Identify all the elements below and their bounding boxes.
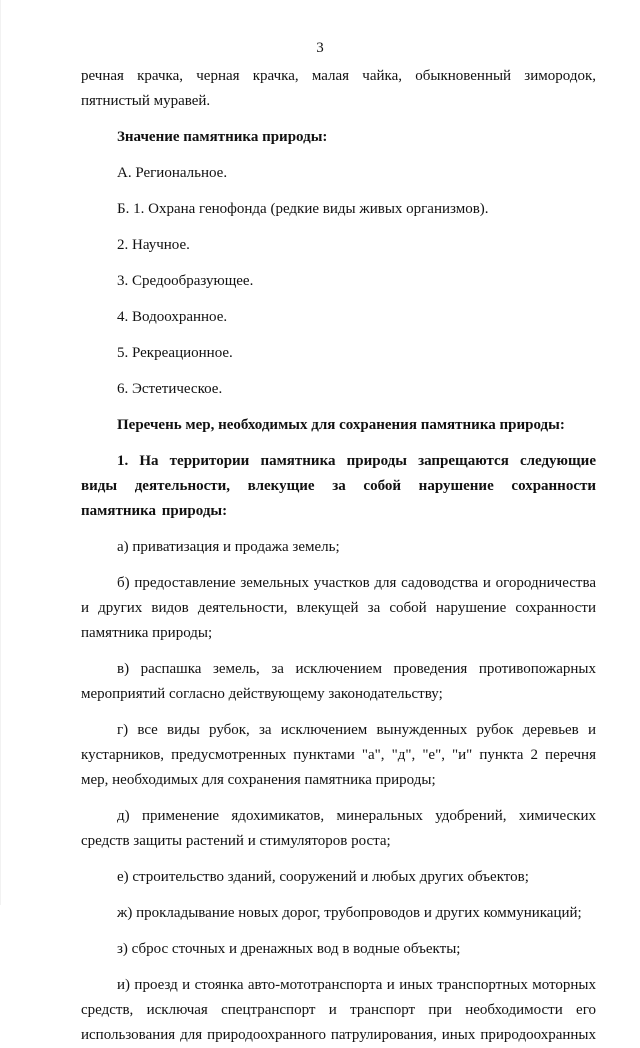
value-item: Б. 1. Охрана генофонда (редкие виды живых организмов). xyxy=(117,201,489,217)
document-body xyxy=(81,64,596,1048)
prohibited-item: и) проезд и стоянка авто-мототранспорта и иных транспортных моторных средств, исключая спецтранспорт и транспорт при необходимости его использования для природоохранного патрулирования, иных природоохранных xyxy=(81,977,596,1043)
value-heading: Значение памятника природы: xyxy=(117,129,328,145)
value-item: 2. Научное. xyxy=(117,237,190,253)
page-number: 3 xyxy=(316,40,324,56)
value-item: 5. Рекреационное. xyxy=(117,345,233,361)
prohibited-item: а) приватизация и продажа земель; xyxy=(117,539,340,555)
value-item: А. Региональное. xyxy=(117,165,228,181)
value-item: 6. Эстетическое. xyxy=(117,381,223,397)
measures-heading: Перечень мер, необходимых для сохранения памятника природы: xyxy=(117,417,565,433)
prohibited-item: ж) прокладывание новых дорог, трубопроводов и других коммуникаций; xyxy=(117,905,582,921)
prohibited-item: з) сброс сточных и дренажных вод в водные объекты; xyxy=(117,941,461,957)
prohibited-item: г) все виды рубок, за исключением вынужденных рубок деревьев и кустарников, предусмотренных пунктами "а", "д", "е", "и" пункта 2 перечня мер, необходимых для сохранения памятника природы; xyxy=(81,722,596,788)
prohibited-item: е) строительство зданий, сооружений и любых других объектов; xyxy=(117,869,529,885)
prohibited-item: б) предоставление земельных участков для садоводства и огородничества и других видов деятельности, влекущей за собой нарушение сохранности памятника природы; xyxy=(81,575,596,641)
value-item: 3. Средообразующее. xyxy=(117,273,254,289)
prohibited-item: д) применение ядохимикатов, минеральных удобрений, химических средств защиты растений и стимуляторов роста; xyxy=(81,808,596,849)
intro-line-2: пятнистый муравей. xyxy=(81,93,211,109)
scan-edge xyxy=(0,0,1,905)
intro-line-1: речная крачка, черная крачка, малая чайка, обыкновенный зимородок, xyxy=(81,68,596,84)
value-item: 4. Водоохранное. xyxy=(117,309,228,325)
prohibited-heading: 1. На территории памятника природы запрещаются следующие виды деятельности, влекущие за собой нарушение сохранности памятника природы: xyxy=(81,453,596,519)
prohibited-item: в) распашка земель, за исключением проведения противопожарных мероприятий согласно действующему законодательству; xyxy=(81,661,596,702)
